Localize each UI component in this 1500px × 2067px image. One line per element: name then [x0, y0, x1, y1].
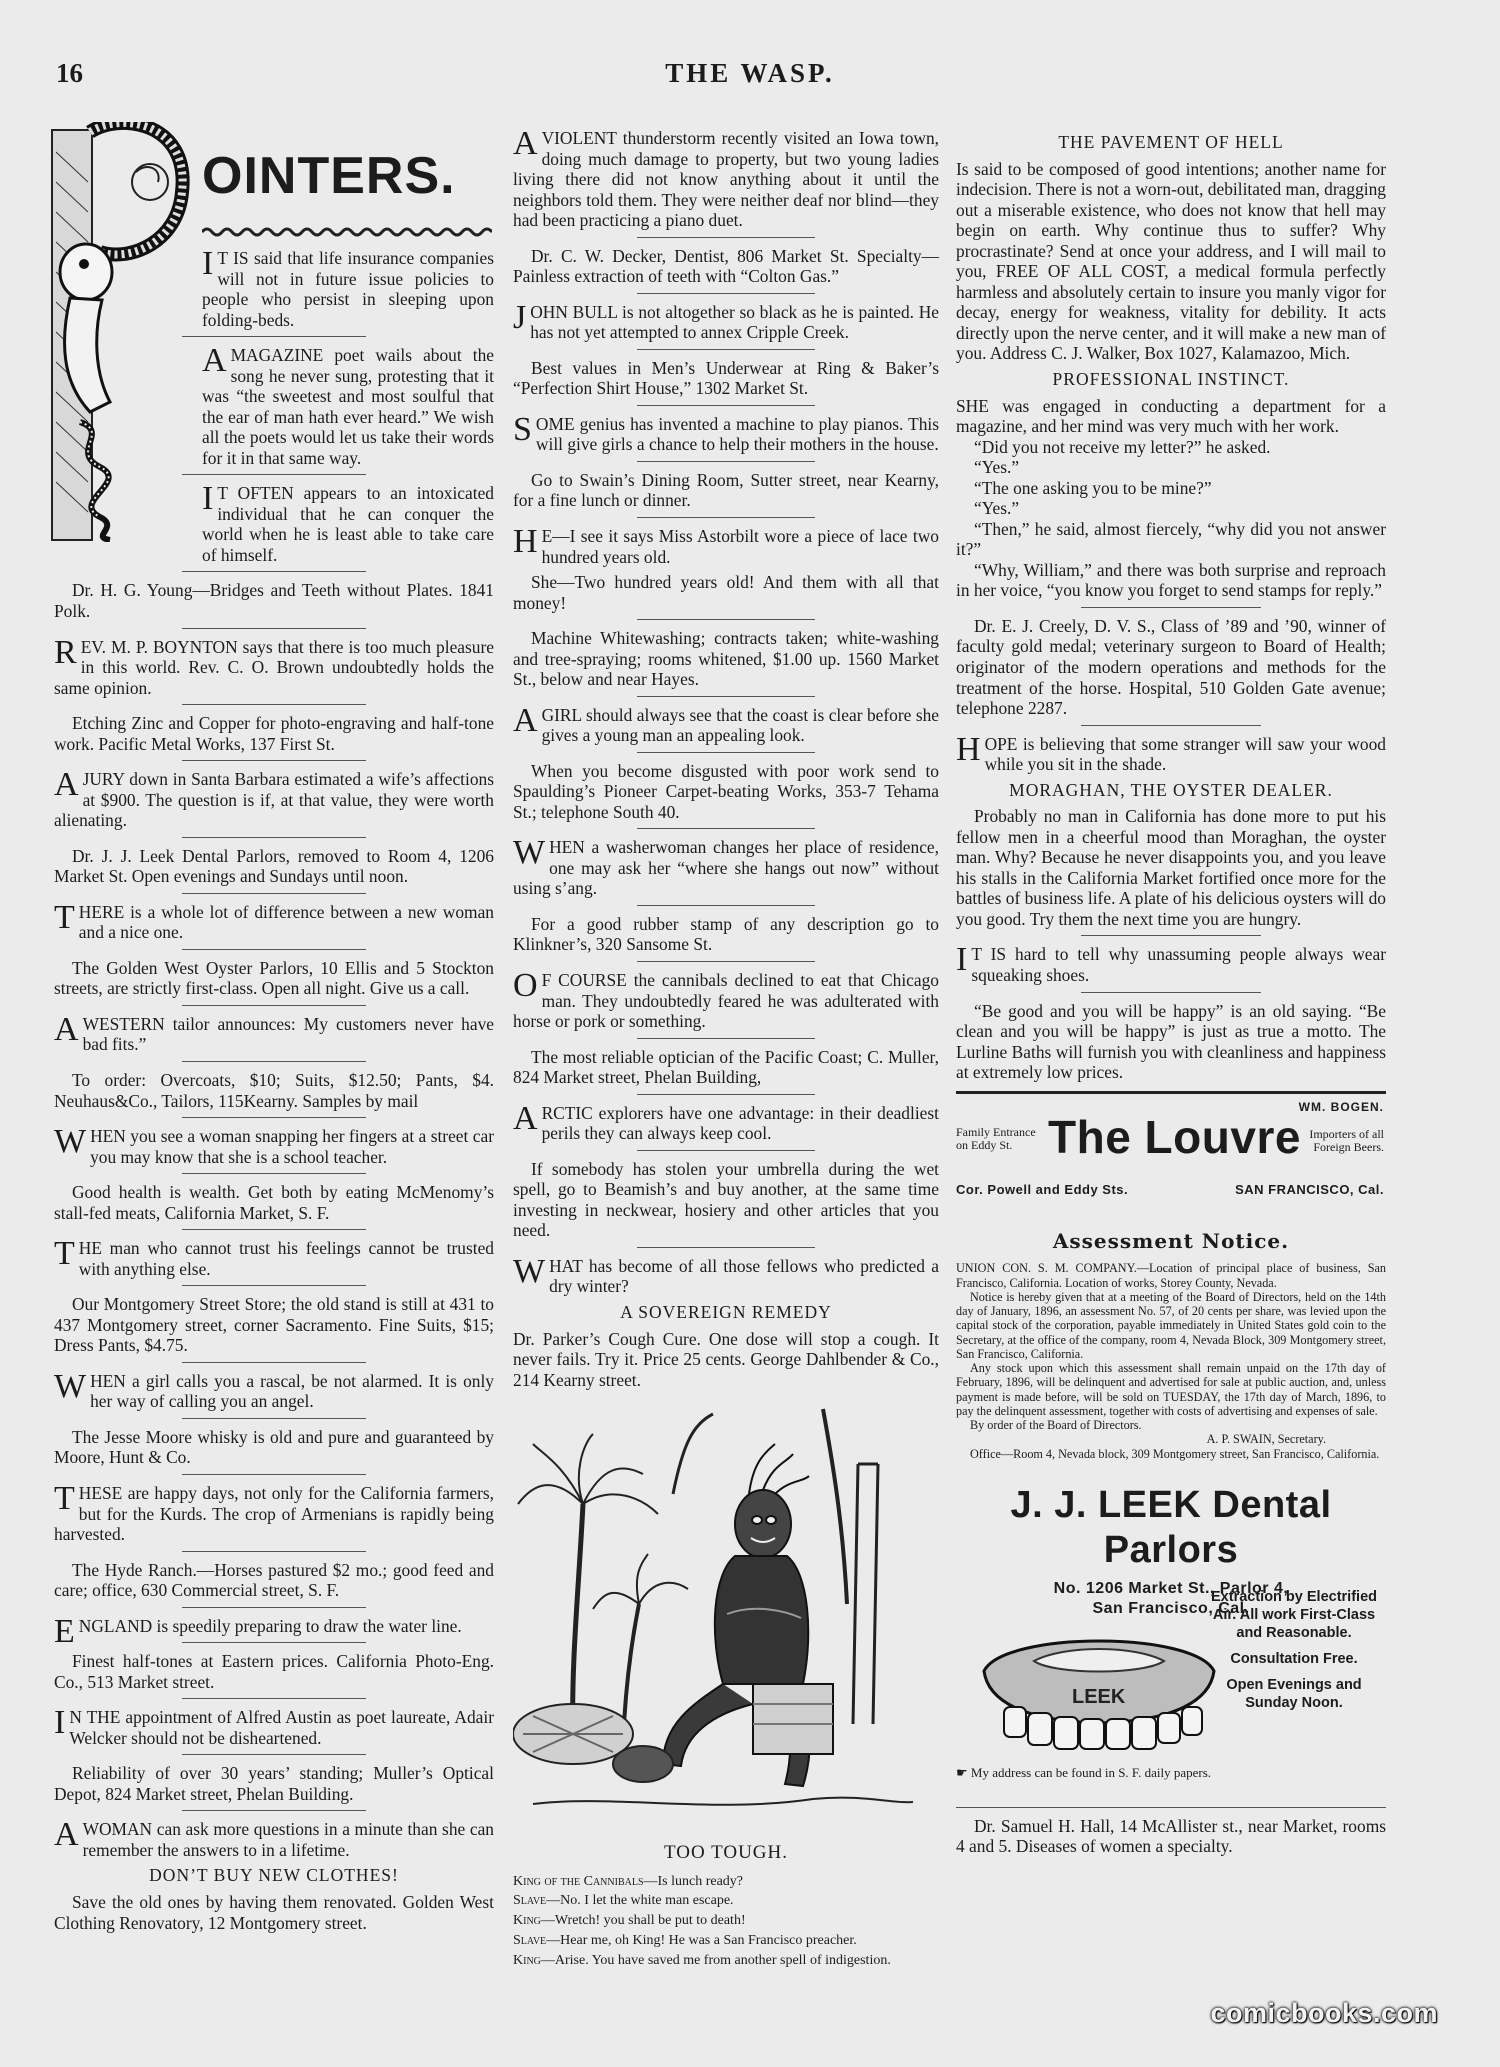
dialogue-line [513, 1892, 939, 1910]
advertisement [513, 1047, 939, 1088]
divider [182, 893, 367, 894]
dropcap: E [54, 1612, 75, 1650]
decorative-p-initial [50, 122, 190, 542]
dropcap: I [54, 1704, 66, 1742]
item-text: The Hyde Ranch.—Horses pastured $2 mo.; good feed and care; office, 630 Commercial street, S. F. [54, 1559, 494, 1601]
item-text: WESTERN tailor announces: My customers never have bad fits.” [82, 1013, 494, 1055]
dropcap: A [202, 342, 227, 380]
item-text: Good health is wealth. Get both by eating McMenomy’s stall-fed meats, California Market, S. F. [54, 1182, 494, 1223]
divider [182, 1607, 367, 1608]
item-text: EV. M. P. BOYNTON says that there is too much pleasure in this world. Rev. C. O. Brown undoubtedly holds the same opinion. [54, 636, 494, 698]
speaker: Slave [513, 1893, 547, 1909]
squib [54, 1479, 494, 1545]
line: —No. I let the white man escape. [546, 1893, 734, 1909]
divider [637, 1038, 816, 1039]
cartoon-dialogue [513, 1873, 939, 1971]
divider [637, 1150, 816, 1151]
divider [182, 760, 367, 761]
divider [637, 1247, 816, 1248]
dropcap: A [513, 1099, 538, 1137]
squib [54, 1612, 494, 1650]
dental-plate-illustration [974, 1631, 1224, 1751]
dropcap: W [54, 1123, 87, 1161]
speaker: King [513, 1953, 541, 1969]
advertisement [513, 761, 939, 823]
item-text: RCTIC explorers have one advantage: in their deadliest perils they can always keep cool. [541, 1102, 939, 1144]
divider [182, 336, 367, 337]
divider [637, 293, 816, 294]
advertisement [54, 1427, 494, 1468]
item-text: HAT has become of all those fellows who predicted a dry winter? [549, 1255, 939, 1297]
divider [182, 571, 367, 572]
advertisement [513, 246, 939, 287]
pavement-title: THE PAVEMENT OF HELL [1058, 132, 1284, 152]
story-line: “Did you not receive my letter?” he asked. [974, 436, 1271, 457]
item-text: OHN BULL is not altogether so black as he is painted. He has not yet attempted to annex Cripple Creek. [530, 301, 939, 343]
story-line: “Then,” he said, almost fiercely, “why did you not answer it?” [956, 518, 1386, 560]
squib [513, 125, 939, 231]
item-text: Finest half-tones at Eastern prices. California Photo-Eng. Co., 513 Market street. [54, 1651, 494, 1692]
item-text: Go to Swain’s Dining Room, Sutter street, near Kearny, for a fine lunch or dinner. [513, 469, 939, 511]
item-text: Machine Whitewashing; contracts taken; white-washing and tree-spraying; rooms whitened, $1.00 up. 1560 Market St., below and near Hayes. [513, 628, 939, 690]
divider [182, 1551, 367, 1552]
divider [956, 1807, 1386, 1808]
assessment-notice [956, 1261, 1386, 1461]
line: —Wretch! you shall be put to death! [540, 1913, 746, 1929]
louvre-family-entrance: Family Entrance on Eddy St. [956, 1124, 1036, 1152]
creely-ad: Dr. E. J. Creely, D. V. S., Class of ’89 and ’90, winner of faculty gold medal; veterinary surgeon to Board of Health; originator of the modern operations and methods for the treatment of the horse. Hospital, 510 Golden Gate avenue; telephone 2287. [956, 615, 1386, 719]
advertisement [54, 1294, 494, 1356]
item-text: Dr. C. W. Decker, Dentist, 806 Market St. Specialty—Painless extraction of teeth with “Colton Gas.” [513, 245, 939, 287]
notice-paragraph: Any stock upon which this assessment shall remain unpaid on the 17th day of February, 1896, will be delinquent and advertised for sale at public auction, and, unless payment is made before, will be sold on TUESDAY, the 17th day of March, 1896, to pay the delinquent assessment, together with costs of advertising and expenses of sale. [956, 1361, 1386, 1418]
item-text: To order: Overcoats, $10; Suits, $12.50; Pants, $4. Neuhaus&Co., Tailors, 115Kearny. Samples by mail [54, 1070, 494, 1111]
divider [182, 628, 367, 629]
item-text: NGLAND is speedily preparing to draw the water line. [78, 1615, 462, 1636]
divider [637, 696, 816, 697]
dropcap: A [513, 701, 538, 739]
divider [637, 828, 816, 829]
oyster-ad: Probably no man in California has done more to put his fellow men in a cheerful mood than Moraghan, the oyster man. Why? Because he never disappoints you, and you leave his stalls in the California Market fortified once more for the battles of business life. A plate of his delicious oysters will do you good. Try them the next time you are hungry. [956, 806, 1386, 929]
dropcap: S [513, 410, 532, 448]
dropcap: J [513, 298, 527, 336]
squib [54, 1235, 494, 1279]
louvre-name: The Louvre [1048, 1110, 1301, 1163]
item-text: Dr. J. J. Leek Dental Parlors, removed to Room 4, 1206 Market St. Open evenings and Sundays until noon. [54, 845, 494, 887]
item-text: MAGAZINE poet wails about the song he never sung, protesting that it was “the sweetest and most soulful that the ear of man hath ever heard.” We wish all the poets would let us take their words for it in that same way. [202, 345, 494, 468]
divider [182, 1810, 367, 1811]
item-text: VIOLENT thunderstorm recently visited an Iowa town, doing much damage to property, but two young ladies living there did not know anything about it until the neighbors told them. They were neither deaf nor blind—they had been practicing a piano duet. [513, 128, 939, 231]
divider [182, 1418, 367, 1419]
item-text: Reliability of over 30 years’ standing; Muller’s Optical Depot, 824 Market street, Phelan Building. [54, 1763, 494, 1804]
item-text: Best values in Men’s Underwear at Ring & Baker’s “Perfection Shirt House,” 1302 Market St. [513, 357, 939, 399]
item-text: GIRL should always see that the coast is clear before she gives a young man an appealing look. [541, 704, 939, 746]
divider [637, 517, 816, 518]
notice-paragraph: UNION CON. S. M. COMPANY.—Location of principal place of business, San Francisco, California. Location of works, Storey County, Nevada. [956, 1261, 1386, 1290]
advertisement [513, 470, 939, 511]
notice-paragraph: By order of the Board of Directors. [970, 1418, 1142, 1433]
item-text: HESE are happy days, not only for the California farmers, but for the Kurds. The crop of Armenians is rapidly being harvested. [54, 1482, 494, 1545]
leek-dental-ad [956, 1483, 1386, 1803]
dialogue-line [513, 1912, 939, 1930]
leek-address: No. 1206 Market St., Parlor 4, San Francisco, Cal. [1053, 1579, 1289, 1617]
notice-signature: A. P. SWAIN, Secretary. [1206, 1432, 1326, 1447]
item-text: WOMAN can ask more questions in a minute than she can remember the answers to in a lifetime. [82, 1819, 494, 1860]
divider [182, 1229, 367, 1230]
divider [637, 237, 816, 238]
divider [182, 1474, 367, 1475]
item-text: F COURSE the cannibals declined to eat that Chicago man. They undoubtedly feared he was adulterated with horse or pork or something. [513, 970, 939, 1032]
divider [637, 1094, 816, 1095]
notice-office: Office—Room 4, Nevada block, 309 Montgomery street, San Francisco, California. [970, 1446, 1380, 1461]
divider [182, 949, 367, 950]
squib [513, 298, 939, 343]
divider [637, 461, 816, 462]
page-number: 16 [56, 58, 83, 88]
instinct-title: PROFESSIONAL INSTINCT. [1052, 368, 1290, 389]
dropcap: A [54, 1010, 79, 1048]
advertisement [513, 358, 939, 399]
louvre-ad [956, 1100, 1386, 1216]
story-line: “Yes.” [974, 498, 1020, 519]
item-text: HERE is a whole lot of difference between a new woman and a nice one. [78, 901, 494, 943]
squib [54, 898, 494, 943]
divider [182, 1698, 367, 1699]
advertisement [54, 1182, 494, 1223]
watermark: comicbooks.com [1210, 1998, 1438, 2028]
item-text: JURY down in Santa Barbara estimated a wife’s affections at $900. The question is if, at that value, they were worth alienating. [54, 769, 494, 831]
dropcap: A [54, 766, 79, 804]
dropcap: H [956, 730, 981, 768]
louvre-address: Cor. Powell and Eddy Sts. [956, 1181, 1129, 1197]
remedy-ad: Dr. Parker’s Cough Cure. One dose will stop a cough. It never fails. Try it. Price 25 cents. George Dahlbender & Co., 214 Kearny street. [513, 1328, 939, 1390]
speaker: Slave [513, 1933, 547, 1949]
clothes-ad: Save the old ones by having them renovated. Golden West Clothing Renovatory, 12 Montgomery street. [54, 1892, 494, 1933]
dropcap: W [54, 1367, 87, 1405]
item-text: The Jesse Moore whisky is old and pure and guaranteed by Moore, Hunt & Co. [54, 1426, 494, 1468]
speaker: King [513, 1913, 541, 1929]
advertisement [54, 846, 494, 887]
advertisement [54, 1070, 494, 1111]
divider [182, 1285, 367, 1286]
item-text: Our Montgomery Street Store; the old stand is still at 431 to 437 Montgomery street, corner Sacramento. Fine Suits, $15; Dress Pants, $4.75. [54, 1294, 494, 1356]
oyster-title: MORAGHAN, THE OYSTER DEALER. [1009, 779, 1333, 800]
item-text: HEN a girl calls you a rascal, be not alarmed. It is only her way of calling you an angel. [90, 1370, 494, 1412]
item-text: Etching Zinc and Copper for photo-engraving and half-tone work. Pacific Metal Works, 137 First St. [54, 713, 494, 754]
item-text: E—I see it says Miss Astorbilt wore a piece of lace two hundred years old. [541, 525, 939, 567]
advertisement [54, 580, 494, 621]
squib [513, 834, 939, 899]
item-text: HEN you see a woman snapping her fingers at a street car you may know that she is a school teacher. [90, 1126, 494, 1167]
leek-title: J. J. LEEK Dental Parlors [1010, 1483, 1332, 1571]
plate-label: LEEK [1072, 1685, 1126, 1708]
story-line: “Yes.” [974, 457, 1020, 478]
divider [182, 704, 367, 705]
dropcap: O [513, 967, 538, 1004]
dropcap: A [54, 1816, 79, 1854]
squib [513, 1099, 939, 1144]
divider [1081, 935, 1262, 936]
item-text: The Golden West Oyster Parlors, 10 Ellis and 5 Stockton streets, are strictly first-class. Open all night. Give us a call. [54, 957, 494, 999]
advertisement [54, 1763, 494, 1804]
squib [54, 1010, 494, 1055]
leek-note: ☛ My address can be found in S. F. daily papers. [956, 1764, 1212, 1780]
item-text: For a good rubber stamp of any description go to Klinkner’s, 320 Sansome St. [513, 913, 939, 955]
story-line: “Why, William,” and there was both surprise and reproach in her voice, “you know you forget to send stamps for reply.” [956, 559, 1386, 601]
divider [637, 349, 816, 350]
dropcap: T [54, 1235, 75, 1273]
louvre-city: SAN FRANCISCO, Cal. [1235, 1181, 1384, 1197]
speaker: King of the Cannibals [513, 1873, 644, 1889]
hall-ad: Dr. Samuel H. Hall, 14 McAllister st., near Market, rooms 4 and 5. Diseases of women a specialty. [956, 1815, 1386, 1857]
dropcap: W [513, 1252, 546, 1290]
advertisement [513, 914, 939, 955]
advertisement [54, 958, 494, 999]
story-line: SHE was engaged in conducting a department for a magazine, and her mind was very much with her work. [956, 395, 1386, 437]
dropcap: T [54, 1479, 75, 1517]
item-text-extra: She—Two hundred years old! And them with all that money! [513, 572, 939, 613]
divider [637, 405, 816, 406]
squib [54, 1816, 494, 1860]
squib [513, 522, 939, 613]
clothes-title: DON’T BUY NEW CLOTHES! [149, 1865, 399, 1886]
advertisement [513, 1159, 939, 1241]
line: —Arise. You have saved me from another spell of indigestion. [540, 1953, 891, 1969]
line: —Is lunch ready? [643, 1873, 744, 1889]
column-middle [513, 125, 939, 1972]
divider [182, 837, 367, 838]
squib [513, 701, 939, 746]
squib [54, 1704, 494, 1748]
dropcap: A [513, 125, 538, 162]
divider [182, 1173, 367, 1174]
col2-items [513, 125, 939, 1297]
leek-features: Extraction by Electrified Air. All work First-Class and Reasonable. Consultation Free. Open Evenings and Sunday Noon. [1211, 1588, 1377, 1711]
squib [513, 1252, 939, 1297]
column-right [956, 128, 1386, 1862]
page-header [0, 58, 1500, 98]
dropcap: T [54, 898, 75, 936]
dropcap: H [513, 522, 538, 560]
item-text: Dr. H. G. Young—Bridges and Teeth without Plates. 1841 Polk. [54, 580, 494, 621]
assessment-title: Assessment Notice. [1052, 1228, 1290, 1253]
divider [182, 1362, 367, 1363]
advertisement [54, 713, 494, 754]
divider [182, 1642, 367, 1643]
squib [513, 967, 939, 1032]
dropcap: R [54, 633, 77, 671]
dialogue-line [513, 1873, 939, 1891]
divider [637, 905, 816, 906]
item-text: OME genius has invented a machine to play pianos. This will give girls a chance to help their mothers in the house. [535, 413, 939, 455]
pointers-heading: OINTERS. [202, 147, 456, 205]
dropcap: W [513, 834, 546, 872]
divider [637, 752, 816, 753]
louvre-proprietor: WM. BOGEN. [1298, 1099, 1384, 1114]
divider [182, 1061, 367, 1062]
squib [513, 410, 939, 455]
squib [54, 1123, 494, 1167]
item-text: HE man who cannot trust his feelings cannot be trusted with anything else. [78, 1238, 494, 1279]
wavy-rule [202, 226, 492, 238]
squib [54, 633, 494, 699]
item-text: HEN a washerwoman changes her place of residence, one may ask her “where she hangs out now” without using s’ang. [513, 837, 939, 899]
pavement-ad: Is said to be composed of good intentions; another name for indecision. There is not a worn-out, debilitated man, dragging out a miserable existence, who does not know that hell may begin on earth. Why continue thus to suffer? Why procrastinate? Send at once your address, and I will mail to you, FREE OF ALL COST, a medical formula perfectly harmless and absolutely certain to insure you manly vigor for decay, energy for weakness, vitality for debility. It acts directly upon the nerve center, and it will make a new man of you. Address C. J. Walker, Box 1027, Kalamazoo, Mich. [956, 158, 1386, 364]
item-text: T OFTEN appears to an intoxicated individual that he can conquer the world when he is least able to take care of himself. [202, 483, 494, 565]
divider [182, 1117, 367, 1118]
pointing-hand-icon: ☛ [956, 1764, 968, 1780]
squib [54, 1367, 494, 1412]
divider [1081, 992, 1262, 993]
divider [1081, 607, 1262, 608]
line: —Hear me, oh King! He was a San Francisco preacher. [546, 1933, 857, 1949]
notice-paragraph: Notice is hereby given that at a meeting of the Board of Directors, held on the 14th day of January, 1896, an assessment No. 57, of 20 cents per share, was levied upon the capital stock of the corporation, payable immediately in United States gold coin to the Secretary, at the office of the company, room 4, Nevada Block, 309 Montgomery street, San Francisco, California. [956, 1289, 1386, 1361]
advertisement [513, 628, 939, 690]
divider [956, 1091, 1386, 1094]
remedy-title: A SOVEREIGN REMEDY [620, 1301, 832, 1322]
cartoon-title: TOO TOUGH. [663, 1842, 788, 1864]
item-text: When you become disgusted with poor work send to Spaulding’s Pioneer Carpet-beating Works, 353-7 Tehama St.; telephone South 40. [513, 760, 939, 822]
divider [637, 619, 816, 620]
hope-squib: HOPE is believing that some stranger will saw your wood while you sit in the shade. [956, 730, 1386, 775]
squib [54, 766, 494, 831]
dropcap: I [202, 480, 214, 518]
item-text: If somebody has stolen your umbrella during the wet spell, go to Beamish’s and buy another, at the same time investing in neckwear, hosiery and other articles that you need. [513, 1158, 939, 1241]
story-line: “The one asking you to be mine?” [974, 477, 1212, 498]
louvre-importers: Importers of all Foreign Beers. [1309, 1126, 1384, 1154]
column-left [54, 128, 494, 1938]
advertisement [54, 1560, 494, 1601]
instinct-story [956, 396, 1386, 601]
masthead: THE WASP. [665, 58, 835, 88]
dropcap: I [202, 245, 214, 282]
divider [182, 1005, 367, 1006]
advertisement [54, 1651, 494, 1692]
divider [182, 1754, 367, 1755]
divider [1081, 725, 1262, 726]
divider [637, 961, 816, 962]
cannibal-cartoon-illustration [513, 1404, 933, 1834]
dialogue-line [513, 1952, 939, 1970]
dropcap: I [956, 941, 968, 979]
squeak-squib: I T IS hard to tell why unassuming people always wear squeaking shoes. [956, 941, 1386, 985]
item-text: N THE appointment of Alfred Austin as poet laureate, Adair Welcker should not be disheartened. [69, 1707, 494, 1748]
lurline-ad: “Be good and you will be happy” is an old saying. “Be clean and you will be happy” is just as true a motto. The Lurline Baths will furnish you with cleanliness and happiness at extremely low prices. [956, 1000, 1386, 1083]
divider [182, 474, 367, 475]
item-text: The most reliable optician of the Pacific Coast; C. Muller, 824 Market street, Phelan Building, [513, 1046, 939, 1088]
dialogue-line [513, 1932, 939, 1950]
item-text: T IS said that life insurance companies will not in future issue policies to people who persist in sleeping upon folding-beds. [202, 248, 494, 330]
